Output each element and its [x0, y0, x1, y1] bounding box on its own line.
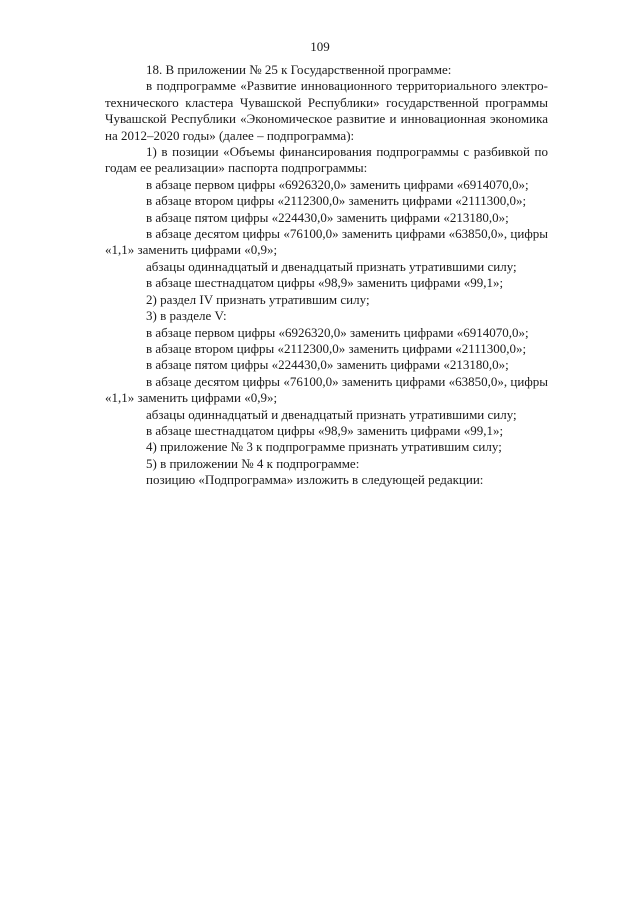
- page-number: 109: [310, 39, 330, 54]
- document-body: [105, 62, 548, 489]
- paragraph: 4) приложение № 3 к подпрограмме признать утратившим силу;: [146, 439, 502, 455]
- paragraph: в абзаце шестнадцатом цифры «98,9» заменить цифрами «99,1»;: [146, 275, 504, 291]
- paragraph: в абзаце пятом цифры «224430,0» заменить цифрами «213180,0»;: [146, 209, 509, 225]
- paragraph: в подпрограмме «Развитие инновационного территориального электротехнического кластера Чувашской Республики» государственной программы Чувашской Республики «Экономическое развитие и инновационная экономика на 2012–2020 годы» (далее – подпрограмма):: [105, 78, 548, 143]
- paragraph: в абзаце первом цифры «6926320,0» заменить цифрами «6914070,0»;: [146, 324, 529, 340]
- paragraph: 3) в разделе V:: [146, 308, 227, 324]
- paragraph: в абзаце десятом цифры «76100,0» заменить цифрами «63850,0», цифры «1,1» заменить цифрами «0,9»;: [105, 373, 548, 406]
- paragraph: в абзаце шестнадцатом цифры «98,9» заменить цифрами «99,1»;: [146, 422, 504, 438]
- paragraph: абзацы одиннадцатый и двенадцатый признать утратившими силу;: [146, 258, 517, 274]
- paragraph: в абзаце пятом цифры «224430,0» заменить цифрами «213180,0»;: [146, 357, 509, 373]
- paragraph: 2) раздел IV признать утратившим силу;: [146, 291, 370, 307]
- paragraph: 18. В приложении № 25 к Государственной программе:: [146, 62, 452, 77]
- paragraph: в абзаце втором цифры «2112300,0» заменить цифрами «2111300,0»;: [146, 340, 527, 356]
- paragraph: позицию «Подпрограмма» изложить в следующей редакции:: [146, 472, 484, 488]
- paragraph: в абзаце десятом цифры «76100,0» заменить цифрами «63850,0», цифры «1,1» заменить цифрами «0,9»;: [105, 226, 548, 258]
- paragraph: 5) в приложении № 4 к подпрограмме:: [146, 455, 360, 471]
- paragraph: в абзаце первом цифры «6926320,0» заменить цифрами «6914070,0»;: [146, 176, 529, 192]
- paragraph: в абзаце втором цифры «2112300,0» заменить цифрами «2111300,0»;: [146, 193, 527, 209]
- paragraph: 1) в позиции «Объемы финансирования подпрограммы с разбивкой по годам ее реализации» паспорта подпрограммы:: [105, 144, 548, 176]
- paragraph: абзацы одиннадцатый и двенадцатый признать утратившими силу;: [146, 406, 517, 422]
